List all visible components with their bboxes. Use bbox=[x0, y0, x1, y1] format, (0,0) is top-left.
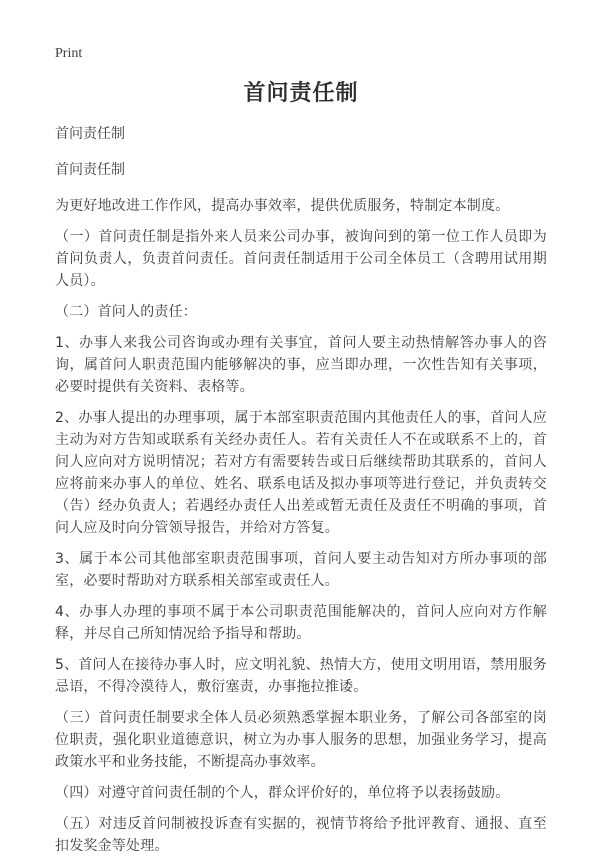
subtitle-line-2: 首问责任制 bbox=[55, 162, 125, 178]
paragraph-section-2-heading: （二）首问人的责任： bbox=[55, 304, 197, 320]
print-link[interactable]: Print bbox=[55, 46, 83, 61]
paragraph-section-4: （四）对遵守首问责任制的个人，群众评价好的，单位将予以表扬鼓励。 bbox=[55, 785, 510, 801]
document-body bbox=[55, 0, 547, 857]
page-title: 首问责任制 bbox=[243, 81, 359, 106]
paragraph-section-5: （五）对违反首问制被投诉查有实据的，视情节将给予批评教育、通报、直至扣发奖金等处理。 bbox=[55, 816, 547, 854]
paragraph-item-5: 5、首问人在接待办事人时，应文明礼貌、热情大方，使用文明用语，禁用服务忌语，不得冷漠待人，敷衍塞责，办事拖拉推诿。 bbox=[55, 657, 547, 695]
subtitle-line-1: 首问责任制 bbox=[55, 126, 125, 142]
paragraph-section-3: （三）首问责任制要求全体人员必须熟悉掌握本职业务，了解公司各部室的岗位职责，强化职业道德意识，树立为办事人服务的思想，加强业务学习，提高政策水平和业务技能，不断提高办事效率。 bbox=[55, 710, 547, 770]
paragraph-intro: 为更好地改进工作作风，提高办事效率，提供优质服务，特制定本制度。 bbox=[55, 198, 510, 214]
paragraph-section-1: （一）首问责任制是指外来人员来公司办事，被询问到的第一位工作人员即为首问负责人，负责首问责任。首问责任制适用于公司全体员工（含聘用试用期人员）。 bbox=[55, 229, 547, 289]
paragraph-item-1: 1、办事人来我公司咨询或办理有关事宜，首问人要主动热情解答办事人的咨询，属首问人职责范围内能够解决的事，应当即办理，一次性告知有关事项，必要时提供有关资料、表格等。 bbox=[55, 335, 547, 395]
paragraph-item-3: 3、属于本公司其他部室职责范围事项，首问人要主动告知对方所办事项的部室，必要时帮助对方联系相关部室或责任人。 bbox=[55, 551, 547, 589]
paragraph-item-2: 2、办事人提出的办理事项，属于本部室职责范围内其他责任人的事，首问人应主动为对方告知或联系有关经办责任人。若有关责任人不在或联系不上的，首问人应向对方说明情况；若对方有需要转告或日后继续帮助其联系的，首问人应将前来办事人的单位、姓名、联系电话及拟办事项等进行登记，并负责转交（告）经办负责人；若遇经办责任人出差或暂无责任及责任不明确的事项，首问人应及时向分管领导报告，并给对方答复。 bbox=[55, 410, 547, 536]
paragraph-list bbox=[55, 195, 547, 857]
paragraph-item-4: 4、办事人办理的事项不属于本公司职责范围能解决的，首问人应向对方作解释，并尽自己所知情况给予指导和帮助。 bbox=[55, 604, 547, 642]
